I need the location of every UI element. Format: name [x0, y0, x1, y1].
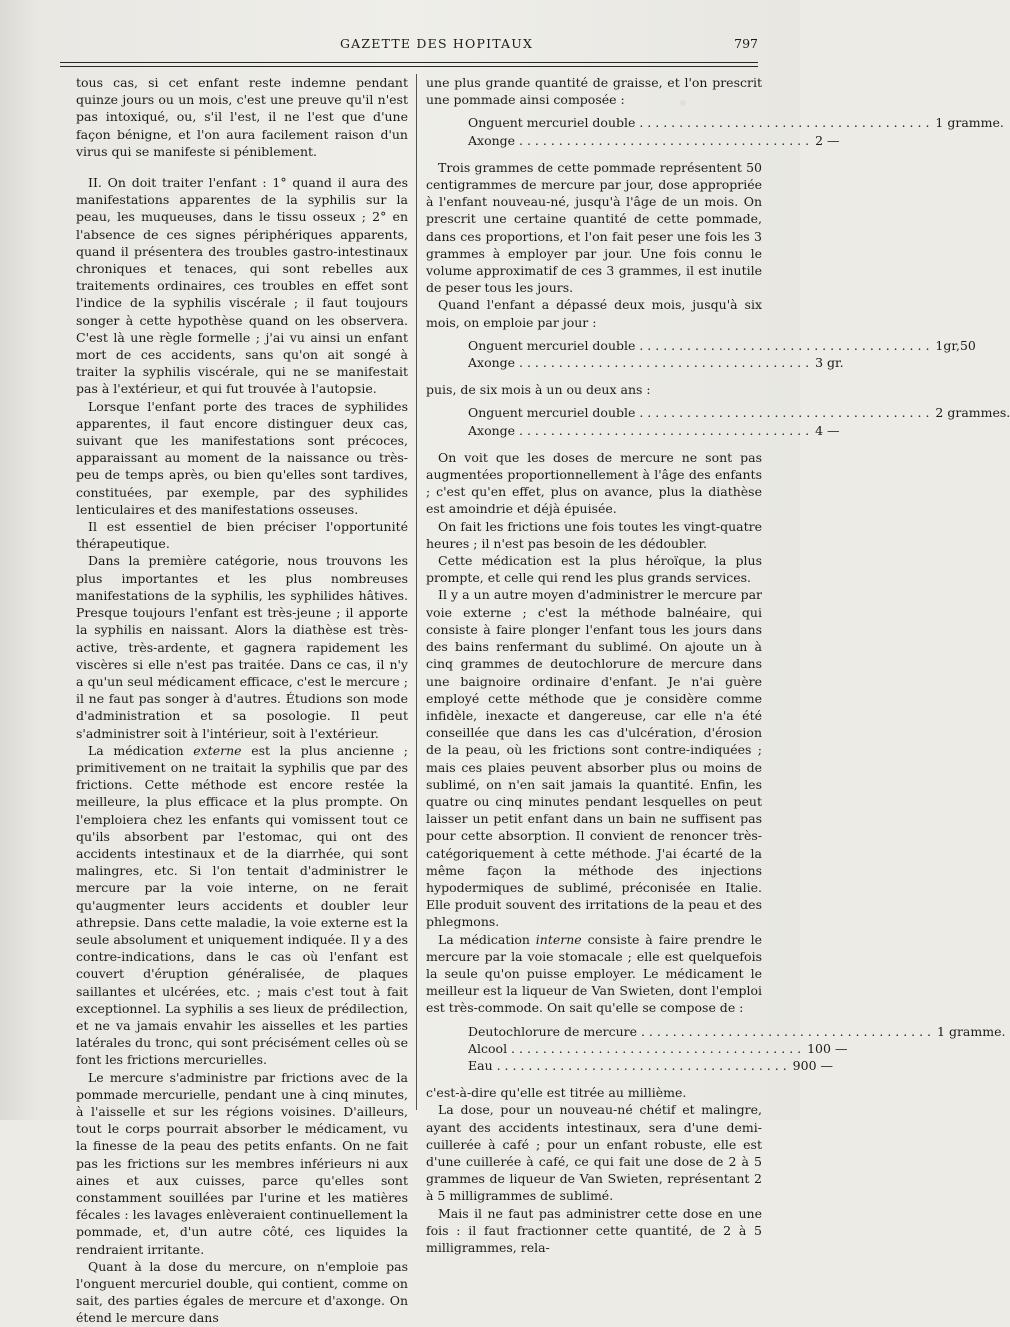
- formula-line: [426, 354, 844, 371]
- emphasis: externe: [193, 742, 242, 758]
- prescription-formula: [426, 404, 1010, 438]
- formula-line: [426, 1023, 1006, 1040]
- formula-line: [426, 337, 976, 354]
- quantity: 2 —: [815, 132, 840, 148]
- quantity: 100 —: [807, 1040, 848, 1056]
- ingredient: Eau . . .: [468, 1057, 787, 1074]
- left-column: [76, 74, 408, 1326]
- text-run: La médication: [88, 742, 194, 758]
- paragraph: une plus grande quantité de graisse, et l'on prescrit une pommade ainsi composée :: [426, 75, 762, 108]
- quantity: 4 —: [815, 422, 840, 438]
- paragraph: On fait les frictions une fois toutes les vingt-quatre heures ; il n'est pas besoin de les dédoubler.: [426, 518, 762, 551]
- paragraph: La dose, pour un nouveau-né chétif et malingre, ayant des accidents intestinaux, sera d'une demi-cuillerée à café ; pour un enfant robuste, elle est d'une cuillerée à café, ce qui fait une dose de 2 à 5 grammes de liqueur de Van Swieten, représentant 2 à 5 milligrammes de sublimé.: [426, 1102, 762, 1204]
- formula-line: [426, 404, 1010, 421]
- ingredient: Axonge . . .: [468, 132, 809, 149]
- paragraph: Quant à la dose du mercure, on n'emploie pas l'onguent mercuriel double, qui contient, comme on sait, des parties égales de mercure et d'axonge. On étend le mercure dans: [76, 1258, 408, 1326]
- prescription-formula: [426, 337, 976, 371]
- text-run: est la plus ancienne ; primitivement on ne traitait la syphilis que par des frictions. Cette méthode est encore restée la meilleure, la plus efficace et la plus prompte. On l'emploiera chez les enfants qui vomissent tout ce qu'ils absorbent par l'estomac, qui ont des accidents intestinaux et de la diarrhée, qui sont malingres, etc. Si l'on tentait d'administrer le mercure par la voie interne, on ne ferait qu'augmenter leurs accidents et doubler leur athrepsie. Dans cette maladie, la voie externe est la seule absolument et uniquement indiquée. Il y a des contre-indications, dans le cas où l'enfant est couvert d'éruption généralisée, de plaques saillantes et ulcérées, etc. ; mais c'est tout à fait exceptionnel. La syphilis a ses lieux de prédilection, et ne va jamais envahir les aisselles et les parties latérales du tronc, qui sont précisément celles où se font les frictions mercurielles.: [76, 742, 408, 1068]
- quantity: 1 gramme.: [935, 115, 1004, 131]
- formula-line: [426, 1040, 848, 1057]
- paragraph: [426, 931, 762, 1017]
- page-header: [0, 36, 800, 56]
- paragraph: Cette médication est la plus héroïque, la plus prompte, et celle qui rend les plus grands services.: [426, 553, 762, 586]
- right-column: [426, 74, 1010, 1255]
- column-divider: [416, 74, 417, 1110]
- paragraph: Quand l'enfant a dépassé deux mois, jusqu'à six mois, on emploie par jour :: [426, 297, 762, 330]
- ingredient: Deutochlorure de mercure . . .: [468, 1023, 931, 1040]
- paragraph: Le mercure s'administre par frictions avec de la pommade mercurielle, pendant une à cinq minutes, à l'aisselle et sur les régions voisines. D'ailleurs, tout le corps pourrait absorber le médicament, vu la finesse de la peau des petits enfants. On ne fait pas les frictions sur les membres inférieurs ni aux aines et aux cuisses, parce qu'elles sont constamment souillées par l'urine et les matières fécales : les lavages enlèveraient continuellement la pommade, et, d'un autre côté, ces liquides la rendraient irritante.: [76, 1069, 408, 1257]
- page-number: 797: [734, 36, 758, 51]
- paragraph: Il y a un autre moyen d'administrer le mercure par voie externe ; c'est la méthode balnéaire, qui consiste à faire plonger l'enfant tous les jours dans des bains renfermant du sublimé. On ajoute un à cinq grammes de deutochlorure de mercure dans une baignoire ordinaire d'enfant. Je n'ai guère employé cette méthode que je considère comme infidèle, inexacte et dangereuse, car elle n'a été conseillée que dans les cas d'ulcération, d'érosion de la peau, où les frictions sont contre-indiquées ; mais ces plaies peuvent absorber plus ou moins de sublimé, on n'en sait jamais la quantité. Enfin, les quatre ou cinq minutes pendant lesquelles on peut laisser un petit enfant dans un bain ne suffisent pas pour cette absorption. Il convient de renoncer très-catégoriquement à cette méthode. J'ai écarté de la même façon la méthode des injections hypodermiques de sublimé, préconisée en Italie. Elle produit souvent des irritations de la peau et des phlegmons.: [426, 587, 762, 930]
- ingredient: Axonge . . .: [468, 354, 809, 371]
- text-run: consiste à faire prendre le mercure par la voie stomacale ; elle est quelquefois la seule qu'on puisse employer. Le médicament le meilleur est la liqueur de Van Swieten, dont l'emploi est très-commode. On sait qu'elle se compose de :: [426, 931, 762, 1016]
- formula-line: [426, 114, 1004, 131]
- paragraph: II. On doit traiter l'enfant : 1° quand il aura des manifestations apparentes de la syphilis sur la peau, les muqueuses, dans le tissu osseux ; 2° en l'absence de ces signes périphériques apparents, quand il présentera des troubles gastro-intestinaux chroniques et tenaces, qui sont rebelles aux traitements ordinaires, ces troubles en effet sont l'indice de la syphilis viscérale ; il faut toujours songer à cette hypothèse quand on les observera. C'est là une règle formelle ; j'ai vu ainsi un enfant mort de ces accidents, sans qu'on ait songé à traiter la syphilis viscérale, qui ne se manifestait pas à l'extérieur, et qui fut trouvée à l'autopsie.: [76, 175, 408, 397]
- paragraph: puis, de six mois à un ou deux ans :: [426, 382, 651, 398]
- emphasis: interne: [535, 931, 582, 947]
- formula-line: [426, 422, 840, 439]
- text-run: La médication: [438, 931, 536, 947]
- paragraph: c'est-à-dire qu'elle est titrée au millième.: [426, 1085, 687, 1101]
- quantity: 900 —: [792, 1057, 834, 1073]
- paragraph: Trois grammes de cette pommade représentent 50 centigrammes de mercure par jour, dose appropriée à l'enfant nouveau-né, jusqu'à l'âge de un mois. On prescrit une certaine quantité de cette pommade, dans ces proportions, et l'on fait peser une fois les 3 grammes à employer par jour. Une fois connu le volume approximatif de ces 3 grammes, il est inutile de peser tous les jours.: [426, 159, 762, 296]
- formula-line: [426, 132, 840, 149]
- header-rule: [60, 66, 758, 67]
- paragraph: Lorsque l'enfant porte des traces de syphilides apparentes, il faut encore distinguer deux cas, suivant que les manifestations sont précoces, apparaissant au moment de la naissance ou très-peu de temps après, ou bien qu'elles sont tardives, constituées, par exemple, par des syphilides lenticulaires et des manifestations osseuses.: [76, 398, 408, 517]
- ingredient: Onguent mercuriel double . . .: [468, 114, 929, 131]
- ingredient: Onguent mercuriel double . . .: [468, 404, 929, 421]
- paragraph: [76, 742, 408, 1069]
- ingredient: Onguent mercuriel double . . .: [468, 337, 929, 354]
- header-rule: [60, 62, 758, 63]
- paragraph: Dans la première catégorie, nous trouvons les plus importantes et les plus nombreuses manifestations de la syphilis, les syphilides hâtives. Presque toujours l'enfant est très-jeune ; il apporte la syphilis en naissant. Alors la diathèse est très-active, très-ardente, et gagnera rapidement les viscères si elle n'est pas traitée. Dans ce cas, il n'y a qu'un seul médicament efficace, c'est le mercure ; il ne faut pas songer à d'autres. Étudions son mode d'administration et sa posologie. Il peut s'administrer soit à l'intérieur, soit à l'extérieur.: [76, 553, 408, 741]
- quantity: 2 grammes.: [935, 405, 1010, 421]
- paragraph: On voit que les doses de mercure ne sont pas augmentées proportionnellement à l'âge des enfants ; c'est qu'en effet, plus on avance, plus la diathèse est amoindrie et déjà épuisée.: [426, 449, 762, 517]
- quantity: 1gr,50: [935, 337, 976, 353]
- quantity: 1 gramme.: [937, 1023, 1006, 1039]
- paragraph: Il est essentiel de bien préciser l'opportunité thérapeutique.: [76, 519, 408, 552]
- formula-line: [426, 1057, 834, 1074]
- paragraph: tous cas, si cet enfant reste indemne pendant quinze jours ou un mois, c'est une preuve qu'il n'est pas intoxiqué, ou, s'il l'est, il ne l'est que d'une façon bénigne, et l'on aura facilement raison d'un virus qui se manifeste si péniblement.: [76, 75, 408, 159]
- ingredient: Alcool . . .: [468, 1040, 801, 1057]
- running-title: GAZETTE DES HOPITAUX: [340, 36, 534, 51]
- quantity: 3 gr.: [815, 355, 844, 371]
- ingredient: Axonge . . .: [468, 422, 809, 439]
- paragraph: Mais il ne faut pas administrer cette dose en une fois : il faut fractionner cette quantité, de 2 à 5 milligrammes, rela-: [426, 1205, 762, 1255]
- prescription-formula: [426, 114, 1004, 148]
- prescription-formula: [426, 1023, 1006, 1075]
